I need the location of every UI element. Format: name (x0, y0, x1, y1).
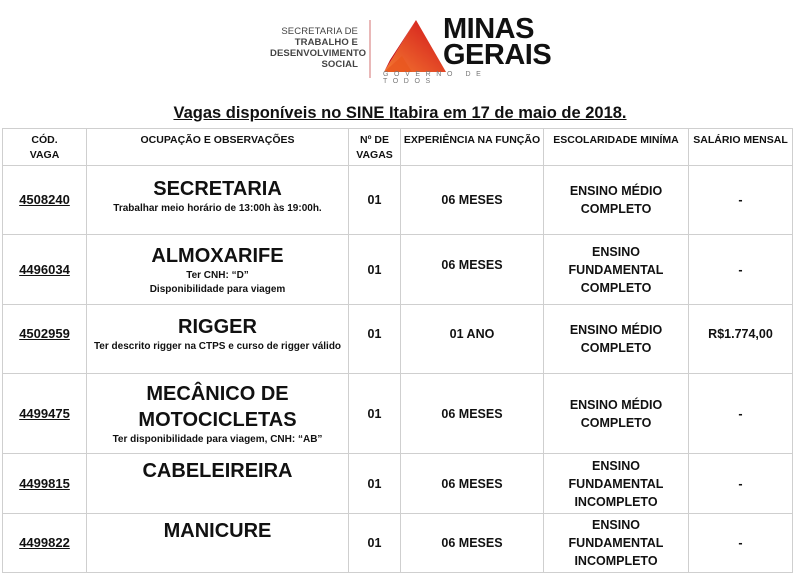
table-row (3, 374, 793, 454)
occupation-note: Disponibilidade para viagem (149, 283, 286, 295)
occupation-cell (87, 305, 349, 374)
org-line-2: TRABALHO E (294, 37, 358, 48)
job-code-link[interactable]: 4508240 (19, 192, 70, 207)
org-line-1: SECRETARIA DE (281, 26, 358, 37)
header-experience: EXPERIÊNCIA NA FUNÇÃO (401, 129, 544, 166)
header-education: ESCOLARIDADE MINÍMA (544, 129, 689, 166)
education-line: ENSINO (592, 244, 640, 259)
occupation-name: SECRETARIA (153, 178, 282, 200)
logo-tagline: GOVERNO DE TODOS (383, 71, 487, 85)
experience-cell: 06 MESES (401, 454, 544, 514)
header-code-line-2: VAGA (29, 149, 60, 161)
vacancies-cell: 01 (349, 454, 401, 514)
experience-cell: 06 MESES (401, 374, 544, 454)
salary-cell: R$1.774,00 (689, 305, 793, 374)
occupation-note: Ter disponibilidade para viagem, CNH: “AB” (112, 433, 323, 445)
education-line: COMPLETO (580, 341, 652, 355)
vacancies-cell: 01 (349, 374, 401, 454)
table-row (3, 514, 793, 573)
occupation-name-line-2: MOTOCICLETAS (138, 408, 297, 431)
salary-cell: - (689, 454, 793, 514)
vacancies-cell: 01 (349, 166, 401, 235)
occupation-name: RIGGER (178, 316, 257, 338)
education-line: COMPLETO (580, 202, 652, 216)
header-code-line-1: CÓD. (31, 134, 58, 146)
education-cell (544, 166, 689, 235)
job-code-cell (3, 235, 87, 305)
header-occupation: OCUPAÇÃO E OBSERVAÇÕES (87, 129, 349, 166)
table-row (3, 166, 793, 235)
job-code-cell (3, 514, 87, 573)
header-vacancies (349, 129, 401, 166)
job-code-link[interactable]: 4496034 (19, 261, 70, 277)
education-line: ENSINO MÉDIO (569, 184, 663, 198)
education-cell (544, 514, 689, 573)
header-salary: SALÁRIO MENSAL (689, 129, 793, 166)
education-line: FUNDAMENTAL (568, 536, 664, 550)
header-vacancies-line-1: Nº DE (360, 134, 389, 146)
vacancies-cell: 01 (349, 305, 401, 374)
occupation-name: ALMOXARIFE (151, 244, 284, 267)
education-line: ENSINO (592, 458, 640, 473)
job-code-link[interactable]: 4499822 (19, 535, 70, 550)
salary-cell: - (689, 235, 793, 305)
salary-cell: - (689, 374, 793, 454)
education-cell (544, 374, 689, 454)
education-line: FUNDAMENTAL (568, 476, 664, 491)
job-code-link[interactable]: 4502959 (19, 326, 70, 341)
experience-cell: 06 MESES (401, 166, 544, 235)
education-line: COMPLETO (580, 280, 652, 295)
job-code-cell (3, 454, 87, 514)
secretaria-name (270, 26, 367, 70)
occupation-name: MANICURE (163, 520, 272, 542)
education-line: INCOMPLETO (574, 494, 658, 509)
education-line: FUNDAMENTAL (568, 262, 664, 277)
job-code-link[interactable]: 4499475 (19, 405, 70, 421)
occupation-note: Ter CNH: “D” (186, 269, 249, 281)
state-line-2: GERAIS (443, 39, 552, 71)
vacancies-cell: 01 (349, 235, 401, 305)
job-code-cell (3, 166, 87, 235)
education-cell (544, 454, 689, 514)
occupation-note: Trabalhar meio horário de 13:00h às 19:00h. (113, 203, 322, 214)
job-code-cell (3, 374, 87, 454)
occupation-name-line-1: MECÂNICO DE (146, 382, 289, 405)
triangle-logo-icon (382, 20, 446, 72)
vacancies-cell: 01 (349, 514, 401, 573)
job-vacancies-table (2, 128, 793, 573)
occupation-name: CABELEIREIRA (142, 460, 293, 482)
experience-cell: 06 MESES (401, 514, 544, 573)
experience-cell: 06 MESES (401, 235, 544, 305)
table-row (3, 305, 793, 374)
state-wordmark (443, 13, 552, 71)
page-title: Vagas disponíveis no SINE Itabira em 17 de maio de 2018. (173, 104, 627, 122)
experience-cell: 01 ANO (401, 305, 544, 374)
education-cell (544, 235, 689, 305)
education-line: COMPLETO (580, 415, 652, 430)
education-line: ENSINO (592, 518, 640, 532)
header-code (3, 129, 87, 166)
education-line: ENSINO MÉDIO (569, 397, 663, 412)
occupation-cell (87, 166, 349, 235)
table-header-row (3, 129, 793, 166)
header-vacancies-line-2: VAGAS (356, 149, 393, 161)
table-row (3, 454, 793, 514)
occupation-cell (87, 235, 349, 305)
occupation-cell (87, 374, 349, 454)
education-cell (544, 305, 689, 374)
salary-cell: - (689, 514, 793, 573)
job-code-cell (3, 305, 87, 374)
salary-cell: - (689, 166, 793, 235)
job-code-link[interactable]: 4499815 (19, 475, 70, 491)
occupation-note: Ter descrito rigger na CTPS e curso de rigger válido (93, 341, 342, 352)
education-line: ENSINO MÉDIO (569, 323, 663, 337)
org-line-3: DESENVOLVIMENTO (270, 48, 367, 59)
org-line-4: SOCIAL (321, 59, 358, 70)
minas-gerais-logo (270, 13, 552, 85)
table-row (3, 235, 793, 305)
logo-separator (369, 20, 371, 78)
education-line: INCOMPLETO (574, 554, 658, 568)
occupation-cell (87, 454, 349, 514)
state-line-1: MINAS (443, 13, 534, 45)
occupation-cell (87, 514, 349, 573)
